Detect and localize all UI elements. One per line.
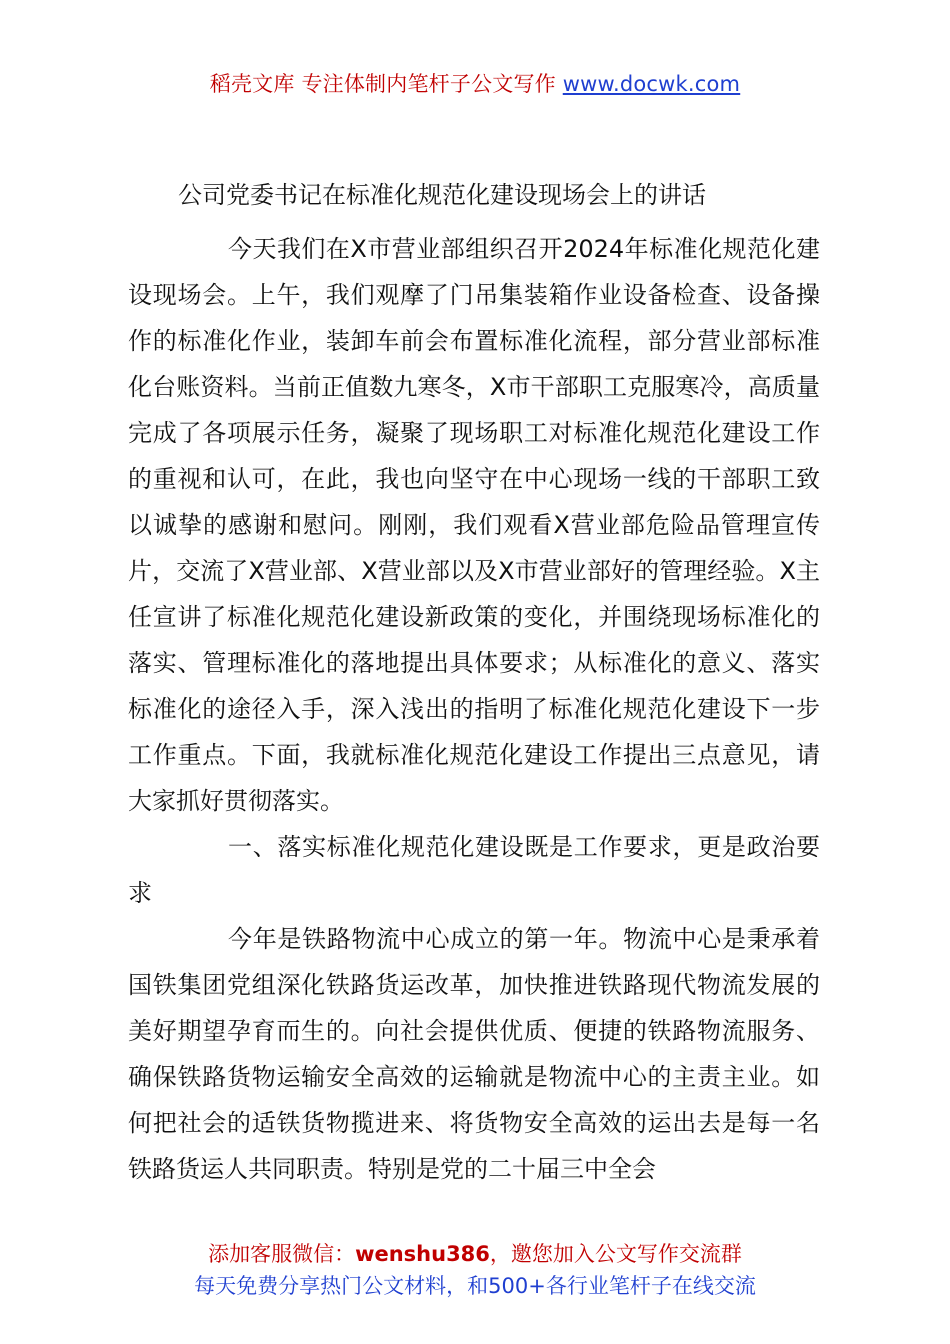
- document-body: [128, 176, 820, 1192]
- site-brand: 稻壳文库 专注体制内笔杆子公文写作: [209, 72, 556, 96]
- document-title: 公司党委书记在标准化规范化建设现场会上的讲话: [178, 181, 706, 209]
- footer-promo-line: 每天免费分享热门公文材料，和500+各行业笔杆子在线交流: [194, 1274, 756, 1298]
- footer-contact-suffix: ，邀您加入公文写作交流群: [489, 1242, 742, 1266]
- paragraph-intro: 今天我们在X市营业部组织召开2024年标准化规范化建设现场会。上午，我们观摩了门吊集装箱作业设备检查、设备操作的标准化作业，装卸车前会布置标准化流程，部分营业部标准化台账资料。当前正值数九寒冬，X市干部职工克服寒冷，高质量完成了各项展示任务，凝聚了现场职工对标准化规范化建设工作的重视和认可，在此，我也向坚守在中心现场一线的干部职工致以诚挚的感谢和慰问。刚刚，我们观看X营业部危险品管理宣传片，交流了X营业部、X营业部以及X市营业部好的管理经验。X主任宣讲了标准化规范化建设新政策的变化，并围绕现场标准化的落实、管理标准化的落地提出具体要求；从标准化的意义、落实标准化的途径入手，深入浅出的指明了标准化规范化建设下一步工作重点。下面，我就标准化规范化建设工作提出三点意见，请大家抓好贯彻落实。: [128, 235, 820, 815]
- footer-contact-prefix: 添加客服微信：: [208, 1242, 356, 1266]
- wechat-id: wenshu386: [355, 1242, 490, 1266]
- site-header: [0, 68, 950, 98]
- footer-contact-line: [0, 1238, 950, 1270]
- site-url-link[interactable]: www.docwk.com: [562, 72, 741, 96]
- site-footer: [0, 1238, 950, 1302]
- section-heading-1: 一、落实标准化规范化建设既是工作要求，更是政治要求: [128, 833, 820, 907]
- paragraph-section-1: 今年是铁路物流中心成立的第一年。物流中心是秉承着国铁集团党组深化铁路货运改革，加快推进铁路现代物流发展的美好期望孕育而生的。向社会提供优质、便捷的铁路物流服务、确保铁路货物运输安全高效的运输就是物流中心的主责主业。如何把社会的适铁货物揽进来、将货物安全高效的运出去是每一名铁路货运人共同职责。特别是党的二十届三中全会: [128, 925, 820, 1183]
